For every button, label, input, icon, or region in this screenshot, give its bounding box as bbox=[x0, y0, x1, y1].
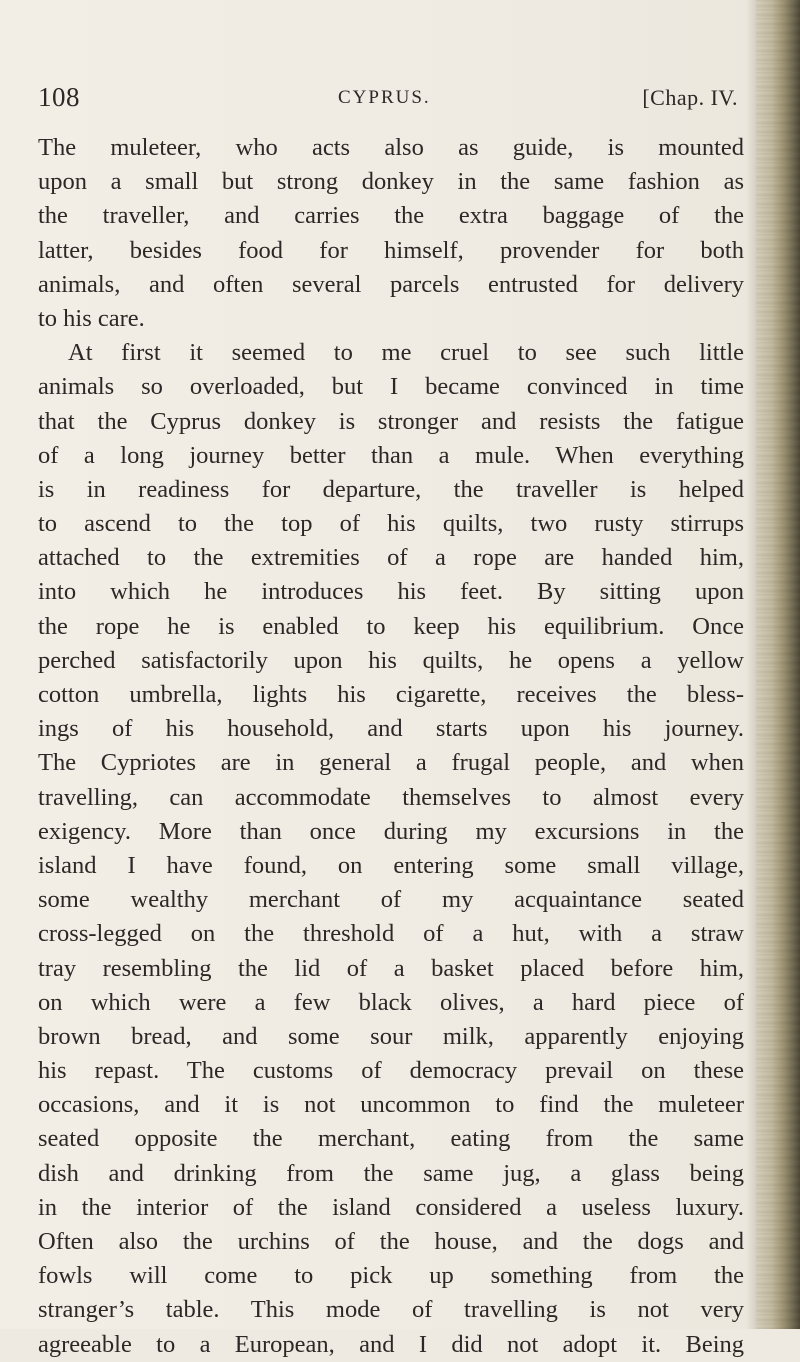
text-line: travelling, can accommodate themselves to almost every bbox=[38, 783, 744, 811]
text-line: At first it seemed to me cruel to see such little bbox=[68, 339, 744, 367]
text-line: the traveller, and carries the extra baggage of the bbox=[38, 202, 744, 230]
text-line: cotton umbrella, lights his cigarette, receives the bless- bbox=[38, 681, 744, 708]
text-line: occasions, and it is not uncommon to find the muleteer bbox=[38, 1091, 744, 1119]
text-line: upon a small but strong donkey in the same fashion as bbox=[38, 168, 744, 196]
text-line: the rope he is enabled to keep his equilibrium. Once bbox=[38, 612, 744, 640]
text-line: his repast. The customs of democracy prevail on these bbox=[38, 1057, 744, 1085]
text-line: in the interior of the island considered a useless luxury. bbox=[38, 1193, 744, 1221]
page-number: 108 bbox=[38, 82, 80, 112]
text-line: tray resembling the lid of a basket placed before him, bbox=[38, 954, 744, 982]
text-line: agreeable to a European, and I did not adopt it. Being bbox=[38, 1330, 744, 1358]
text-line: to his care. bbox=[38, 304, 145, 332]
text-line: on which were a few black olives, a hard piece of bbox=[38, 988, 744, 1016]
text-line: that the Cyprus donkey is stronger and resists the fatigue bbox=[38, 407, 744, 435]
text-line: ings of his household, and starts upon his journey. bbox=[38, 715, 744, 743]
text-line: The Cypriotes are in general a frugal people, and when bbox=[38, 749, 744, 777]
text-line: of a long journey better than a mule. When everything bbox=[38, 441, 744, 469]
text-line: animals, and often several parcels entrusted for delivery bbox=[38, 270, 744, 298]
text-line: is in readiness for departure, the traveller is helped bbox=[38, 475, 744, 503]
text-line: to ascend to the top of his quilts, two rusty stirrups bbox=[38, 510, 744, 538]
text-line: cross-legged on the threshold of a hut, with a straw bbox=[38, 920, 744, 948]
text-line: some wealthy merchant of my acquaintance seated bbox=[38, 886, 744, 914]
text-line: stranger’s table. This mode of travelling is not very bbox=[38, 1296, 744, 1324]
text-line: seated opposite the merchant, eating from the same bbox=[38, 1125, 744, 1153]
text-line: latter, besides food for himself, provender for both bbox=[38, 236, 744, 264]
text-line: attached to the extremities of a rope are handed him, bbox=[38, 544, 744, 572]
running-title: CYPRUS. bbox=[338, 87, 431, 108]
running-head bbox=[38, 82, 738, 114]
text-line: into which he introduces his feet. By sitting upon bbox=[38, 578, 744, 606]
text-line: Often also the urchins of the house, and the dogs and bbox=[38, 1228, 744, 1255]
body-text bbox=[38, 131, 744, 1362]
page-gutter-shadow bbox=[746, 0, 756, 1329]
text-line: animals so overloaded, but I became convinced in time bbox=[38, 373, 744, 401]
text-line: island I have found, on entering some small village, bbox=[38, 851, 744, 879]
chapter-label: [Chap. IV. bbox=[642, 85, 738, 110]
text-line: dish and drinking from the same jug, a glass being bbox=[38, 1159, 744, 1187]
text-line: brown bread, and some sour milk, apparently enjoying bbox=[38, 1022, 744, 1050]
text-line: perched satisfactorily upon his quilts, he opens a yellow bbox=[38, 646, 744, 674]
page-edge-stack bbox=[756, 0, 800, 1329]
text-line: fowls will come to pick up something from the bbox=[38, 1262, 744, 1290]
text-line: The muleteer, who acts also as guide, is mounted bbox=[38, 134, 744, 161]
text-line: exigency. More than once during my excursions in the bbox=[38, 817, 744, 845]
